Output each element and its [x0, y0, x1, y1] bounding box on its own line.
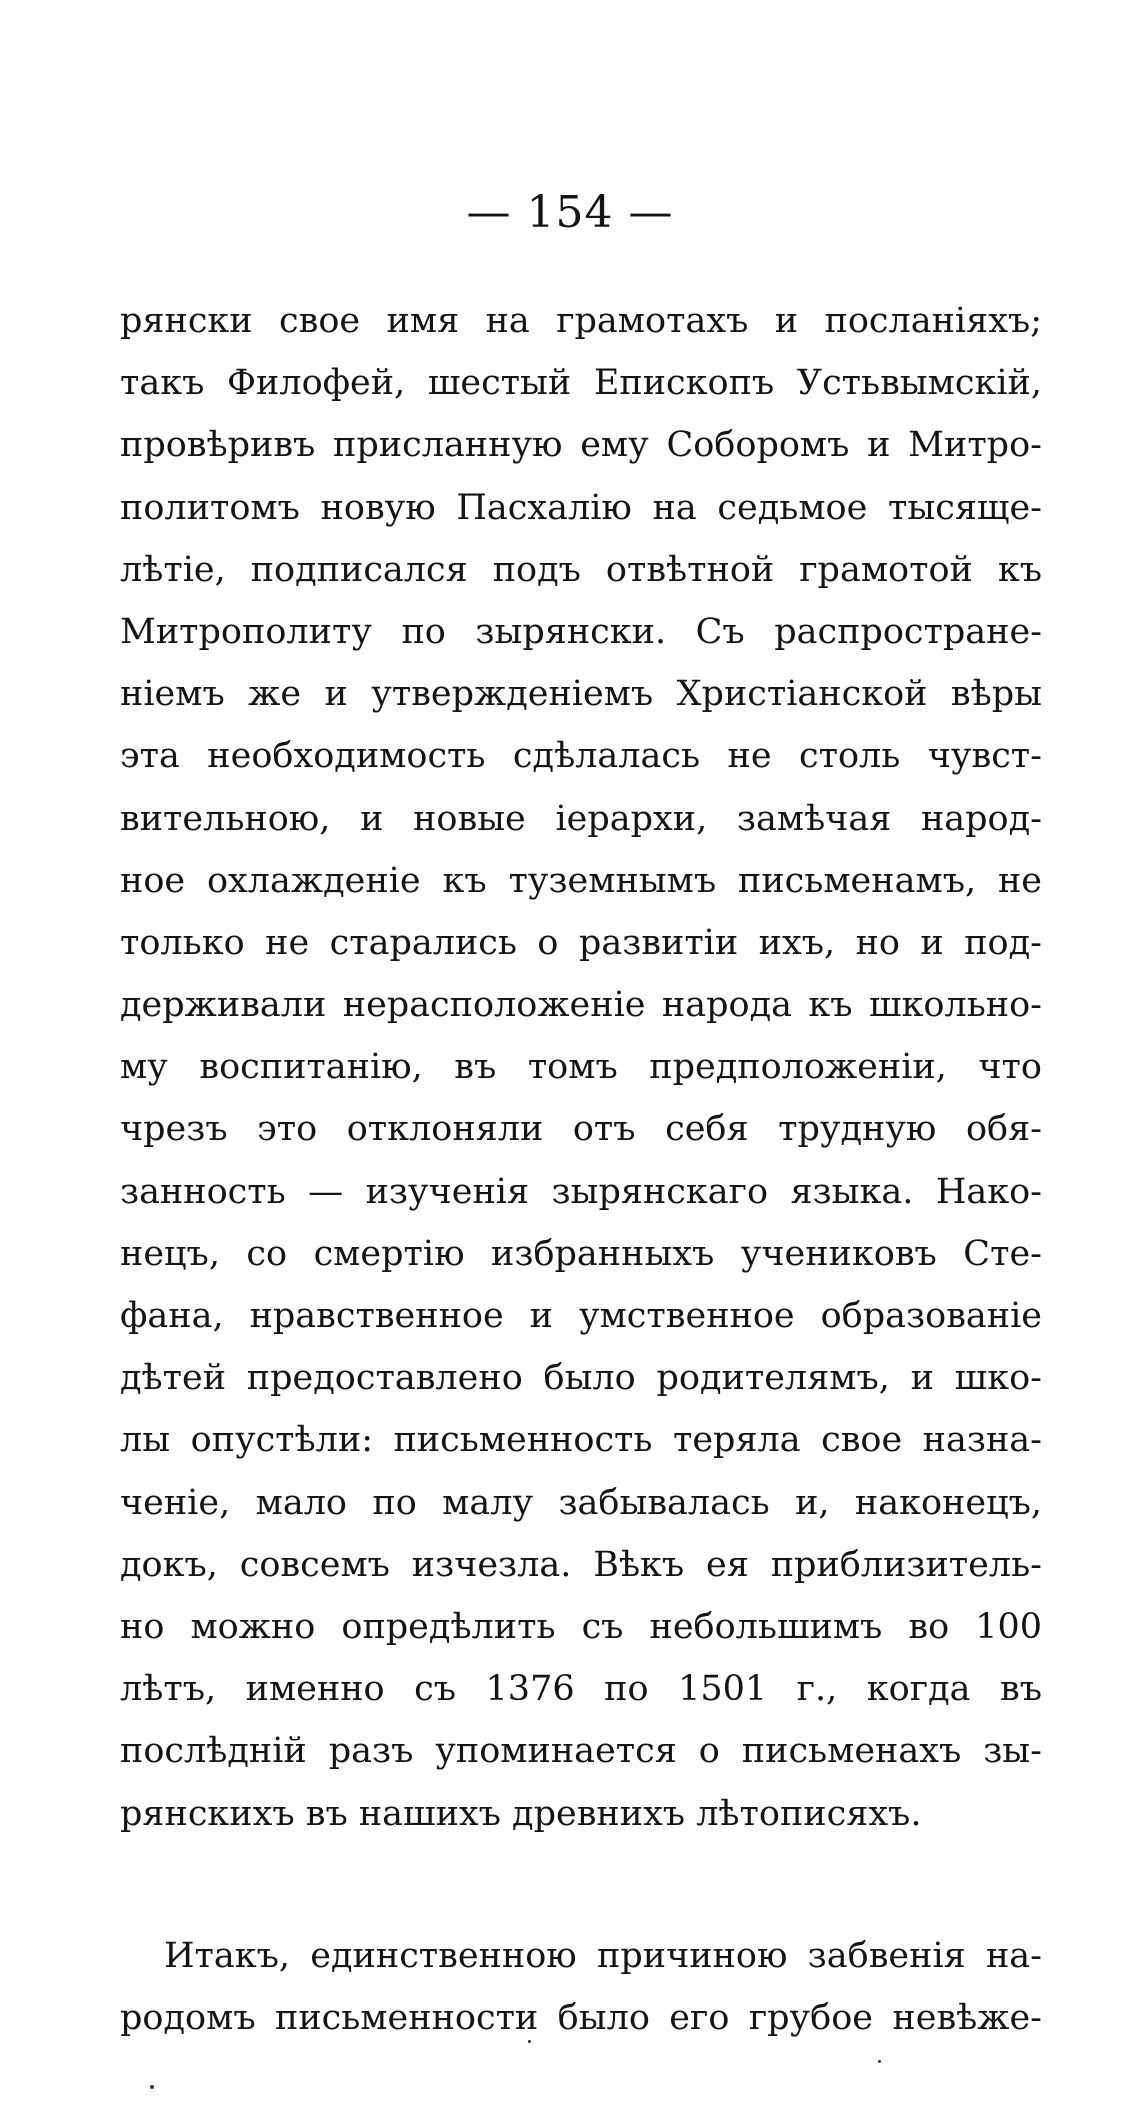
paragraph-1 [120, 290, 1042, 1845]
text-line: ное охлажденіе къ туземнымъ письменамъ, не [120, 860, 1042, 901]
text-line: чрезъ это отклоняли отъ себя трудную обя- [120, 1109, 1042, 1150]
text-line: родомъ письменности было его грубое невѣже- [120, 1998, 1042, 2039]
text-line: эта необходимость сдѣлалась не столь чувст- [120, 736, 1042, 777]
text-line: ченіе, мало по малу забывалась и, наконецъ, [120, 1482, 1042, 1523]
paragraph-2 [120, 1925, 1042, 2049]
text-line: лѣтіе, подписался подъ отвѣтной грамотой къ [120, 549, 1042, 590]
text-line: ніемъ же и утвержденіемъ Христіанской вѣры [120, 674, 1042, 715]
text-line: докъ, совсемъ изчезла. Вѣкъ ея приблизитель- [120, 1544, 1042, 1585]
text-line: Митрополиту по зырянски. Съ распростране- [120, 611, 1042, 652]
page-number: — 154 — [466, 187, 674, 238]
text-line: фана, нравственное и умственное образованіе [120, 1296, 1042, 1336]
text-line: дѣтей предоставлено было родителямъ, и шко- [120, 1358, 1042, 1399]
text-line: рянски свое имя на грамотахъ и посланіяхъ; [120, 301, 1042, 341]
text-line: провѣривъ присланную ему Соборомъ и Митро- [120, 425, 1042, 466]
text-line: такъ Филофей, шестый Епископъ Устьвымскій, [120, 363, 1042, 404]
text-line: послѣдній разъ упоминается о письменахъ зы- [120, 1731, 1042, 1772]
text-line: политомъ новую Пасхалію на седьмое тысяще- [120, 487, 1042, 528]
text-line: но можно опредѣлить съ небольшимъ во 100 [120, 1606, 1042, 1647]
text-line: лы опустѣли: письменность теряла свое назна- [120, 1420, 1042, 1461]
text-line: нецъ, со смертію избранныхъ учениковъ Сте- [120, 1233, 1042, 1274]
text-line: лѣтъ, именно съ 1376 по 1501 г., когда въ [120, 1669, 1042, 1710]
text-line: вительною, и новые іерархи, замѣчая народ- [120, 798, 1042, 839]
text-line: держивали нерасположеніе народа къ школьно- [120, 985, 1042, 1026]
text-line: Итакъ, единственною причиною забвенія на- [164, 1936, 1042, 1976]
text-line: рянскихъ въ нашихъ древнихъ лѣтописяхъ. [120, 1793, 922, 1834]
text-line: только не старались о развитіи ихъ, но и под- [120, 922, 1042, 963]
text-line: занность — изученія зырянскаго языка. Нако- [120, 1171, 1042, 1212]
print-speck [528, 2040, 531, 2043]
text-line: му воспитанію, въ томъ предположеніи, что [120, 1047, 1042, 1088]
print-speck [150, 2085, 154, 2089]
print-speck [878, 2060, 881, 2063]
